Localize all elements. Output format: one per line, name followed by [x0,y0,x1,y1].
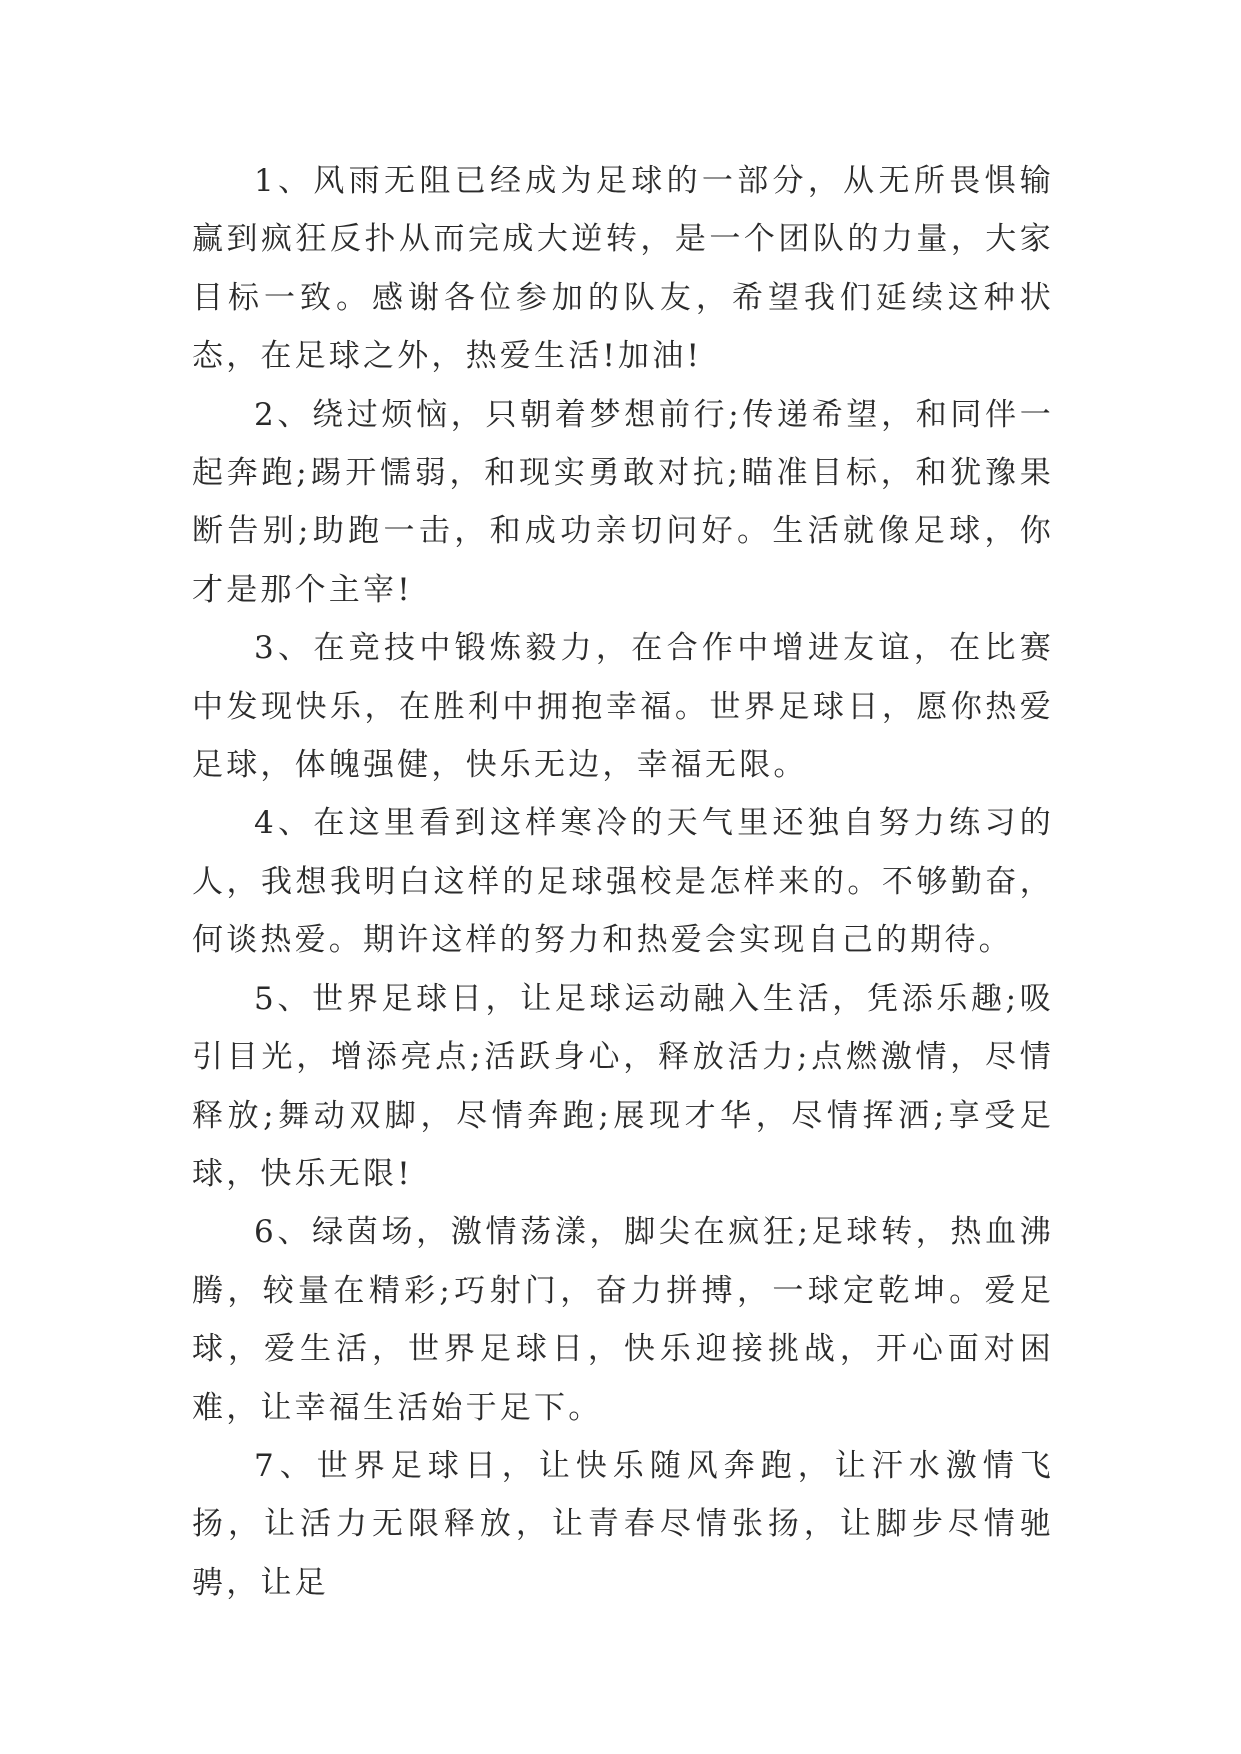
paragraph-4: 4、在这里看到这样寒冷的天气里还独自努力练习的人，我想我明白这样的足球强校是怎样来的。不够勤奋，何谈热爱。期许这样的努力和热爱会实现自己的期待。 [192,805,1054,959]
paragraph-6: 6、绿茵场，激情荡漾，脚尖在疯狂;足球转，热血沸腾，较量在精彩;巧射门，奋力拼搏，一球定乾坤。爱足球，爱生活，世界足球日，快乐迎接挑战，开心面对困难，让幸福生活始于足下。 [192,1214,1054,1426]
document-body [192,152,1054,1612]
paragraph-7: 7、世界足球日，让快乐随风奔跑，让汗水激情飞扬，让活力无限释放，让青春尽情张扬，让脚步尽情驰骋，让足 [192,1447,1054,1601]
paragraph-1: 1、风雨无阻已经成为足球的一部分，从无所畏惧输赢到疯狂反扑从而完成大逆转，是一个团队的力量，大家目标一致。感谢各位参加的队友，希望我们延续这种状态，在足球之外，热爱生活!加油! [192,163,1054,375]
paragraph-2: 2、绕过烦恼，只朝着梦想前行;传递希望，和同伴一起奔跑;踢开懦弱，和现实勇敢对抗;瞄准目标，和犹豫果断告别;助跑一击，和成功亲切问好。生活就像足球，你才是那个主宰! [192,396,1054,608]
paragraph-5: 5、世界足球日，让足球运动融入生活，凭添乐趣;吸引目光，增添亮点;活跃身心，释放活力;点燃激情，尽情释放;舞动双脚，尽情奔跑;展现才华，尽情挥洒;享受足球，快乐无限! [192,980,1054,1192]
paragraph-3: 3、在竞技中锻炼毅力，在合作中增进友谊，在比赛中发现快乐，在胜利中拥抱幸福。世界足球日，愿你热爱足球，体魄强健，快乐无边，幸福无限。 [192,630,1054,784]
